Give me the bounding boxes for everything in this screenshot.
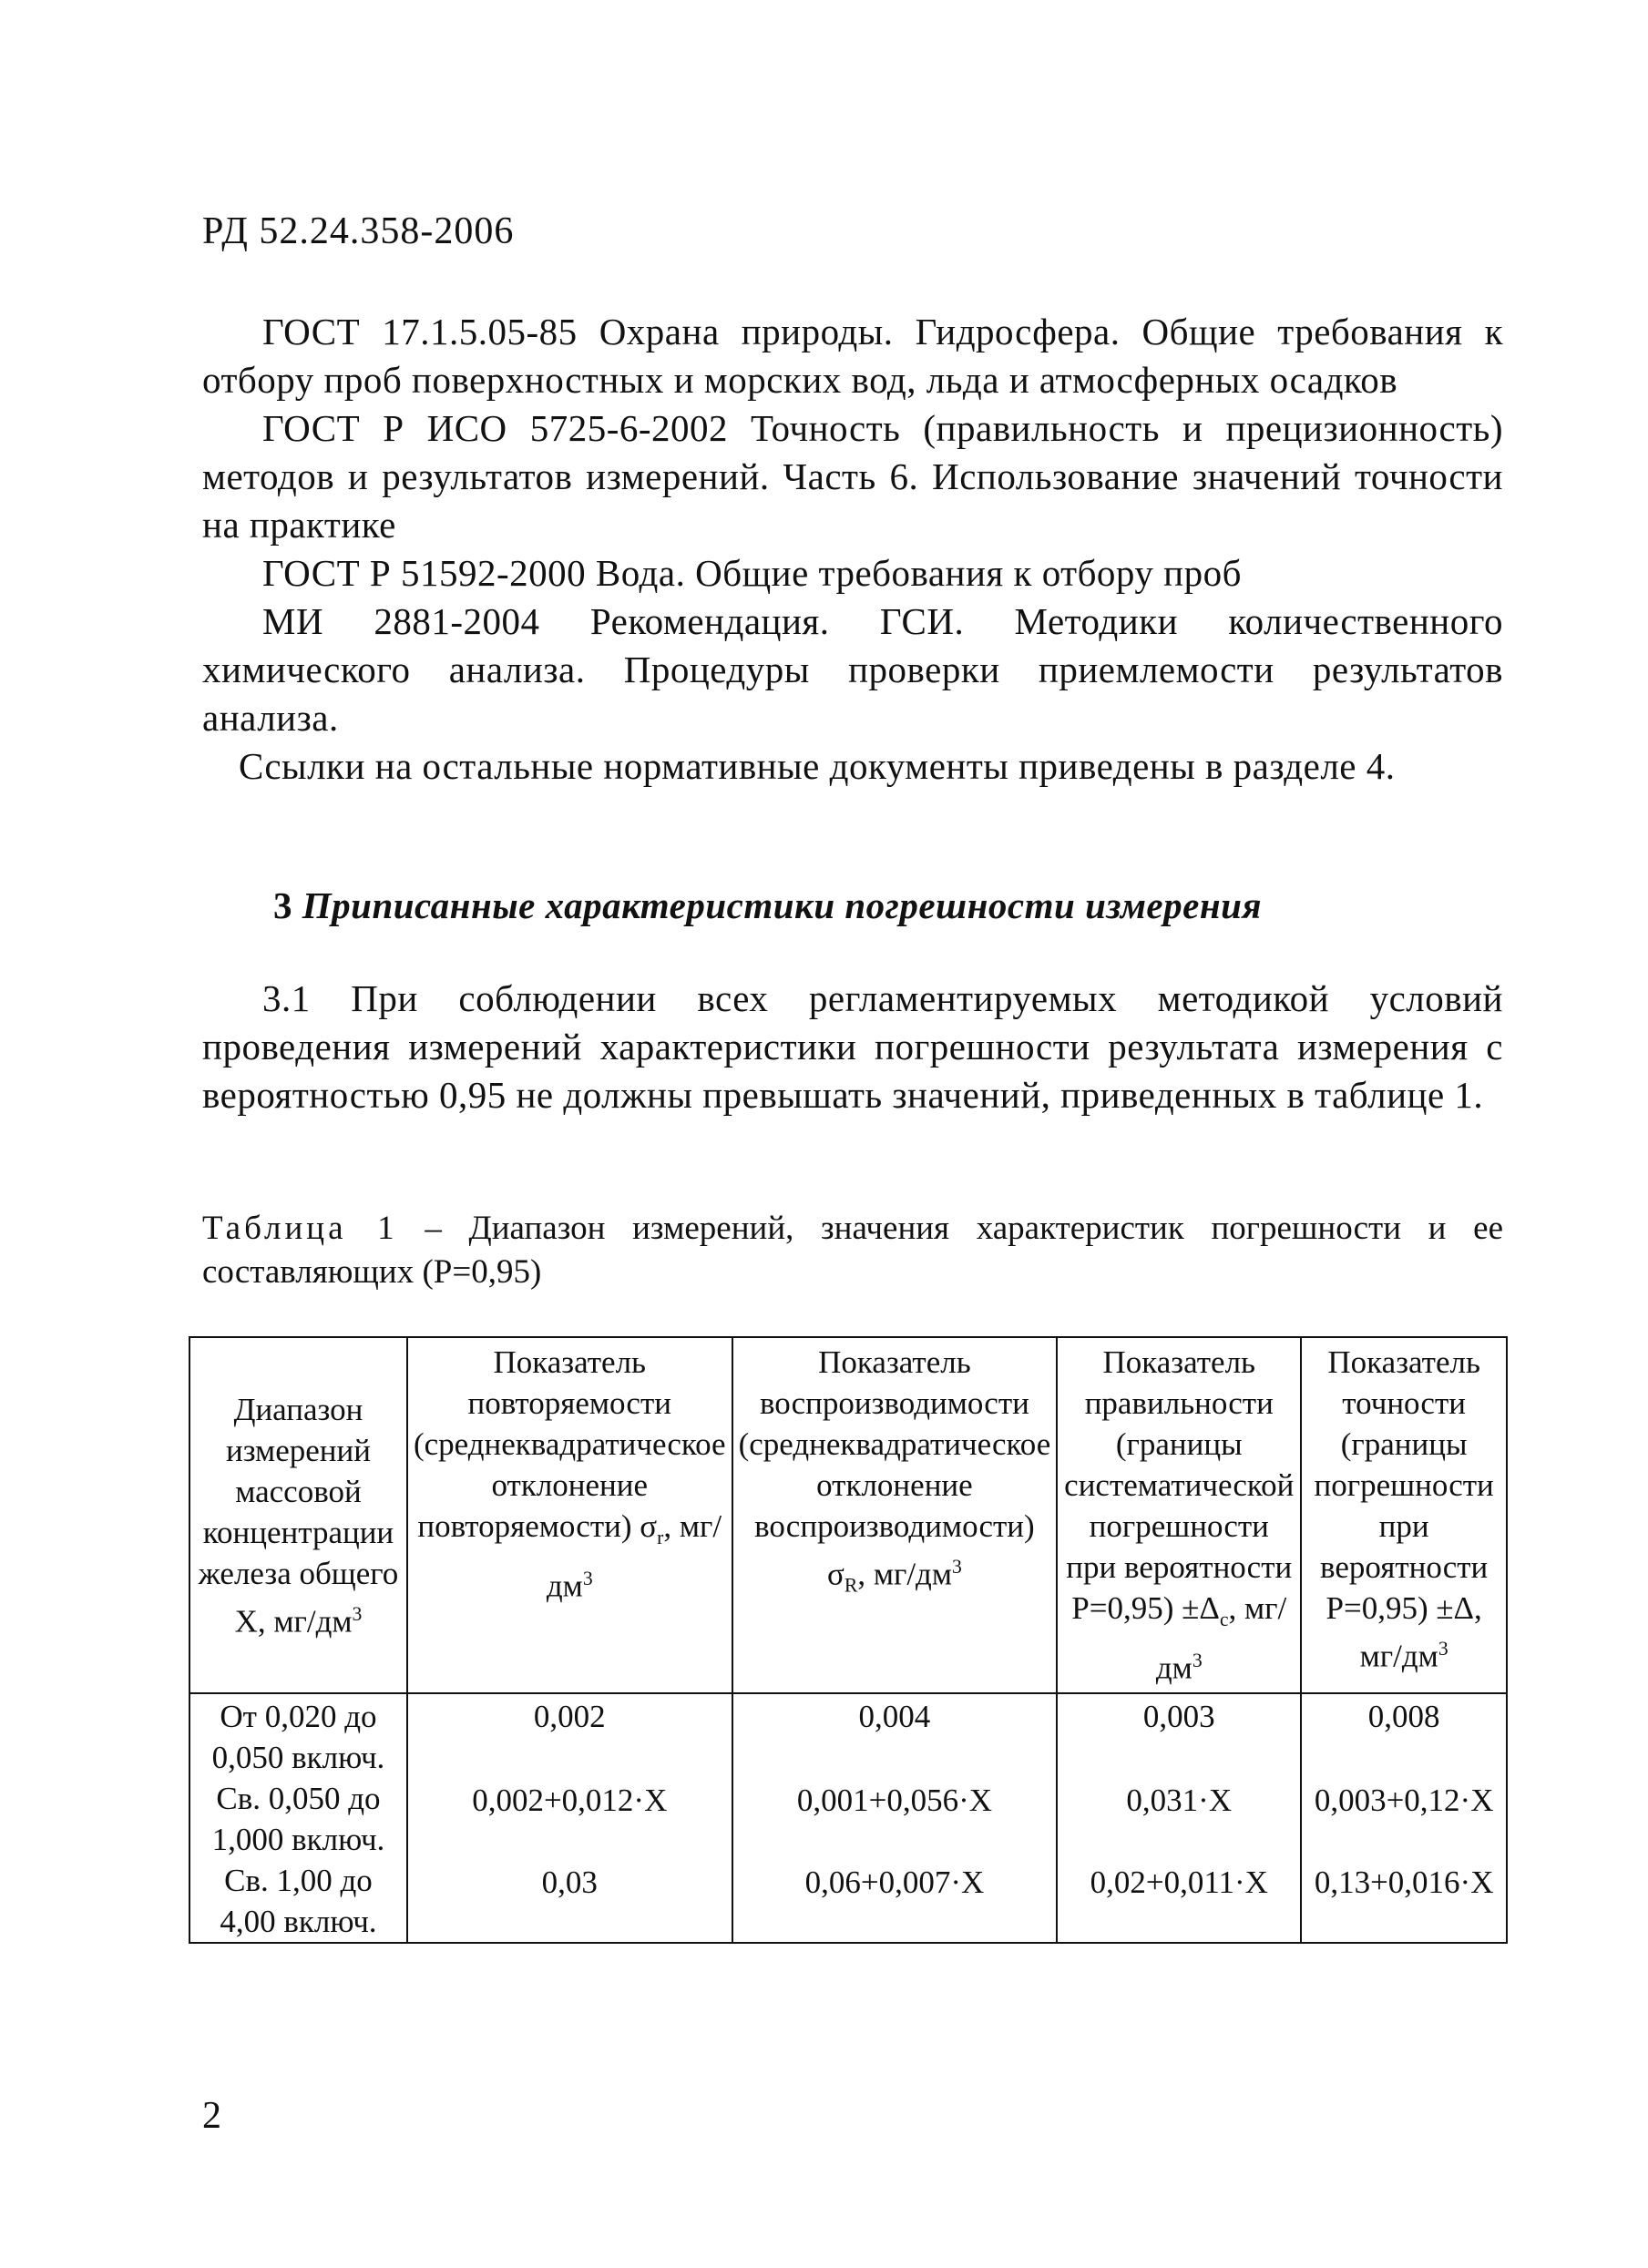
normative-references	[202, 308, 1503, 791]
reference-item: ГОСТ Р 51592-2000 Вода. Общие требования к отбору проб	[262, 552, 1242, 594]
value-cell: 0,003+0,12·Х	[1301, 1778, 1507, 1860]
value-cell: 0,02+0,011·Х	[1057, 1860, 1301, 1943]
header-cell-accuracy: Показатель точности (границы погрешности при вероятности Р=0,95) ±Δ, $мг/дм^3$	[1301, 1337, 1507, 1693]
table-row	[189, 1693, 1507, 1778]
paragraph-3-1	[202, 975, 1503, 1119]
table-caption	[202, 1207, 1503, 1294]
value-cell: 0,002+0,012·Х	[407, 1778, 732, 1860]
table-row	[189, 1860, 1507, 1943]
value-cell: 0,008	[1301, 1693, 1507, 1778]
range-cell: От 0,020 до 0,050 включ.	[189, 1693, 407, 1778]
range-cell: Св. 1,00 до 4,00 включ.	[189, 1860, 407, 1943]
value-cell: 0,06+0,007·Х	[732, 1860, 1058, 1943]
value-cell: 0,03	[407, 1860, 732, 1943]
error-characteristics-table	[189, 1336, 1508, 1944]
section-number: 3	[273, 884, 292, 926]
paragraph-text: 3.1 При соблюдении всех регламентируемых методикой условий проведения измерений характеристики погрешности результата измерения с вероятностью 0,95 не должны превышать значений, приведенных в таблице 1.	[202, 977, 1503, 1116]
value-cell: 0,004	[732, 1693, 1058, 1778]
reference-item: МИ 2881-2004 Рекомендация. ГСИ. Методики количественного химического анализа. Процедуры проверки приемлемости результатов анализа.	[202, 600, 1503, 739]
table-caption-label: Таблица 1	[202, 1210, 398, 1247]
reference-item: ГОСТ Р ИСО 5725-6-2002 Точность (правильность и прецизионность) методов и результатов измерений. Часть 6. Использование значений точности на практике	[202, 407, 1503, 546]
section-title: Приписанные характеристики погрешности измерения	[302, 884, 1263, 926]
value-cell: 0,13+0,016·Х	[1301, 1860, 1507, 1943]
document-code: РД 52.24.358-2006	[202, 210, 515, 252]
reference-note: Ссылки на остальные нормативные документы приведены в разделе 4.	[239, 745, 1396, 787]
value-cell: 0,001+0,056·Х	[732, 1778, 1058, 1860]
table-header-row	[189, 1337, 1507, 1693]
header-cell-repeatability: Показатель повторяемости (среднеквадратическое отклонение повторяемости) $\sigma_r$, $мг/дм^3$	[407, 1337, 732, 1693]
value-cell: 0,003	[1057, 1693, 1301, 1778]
range-cell: Св. 0,050 до 1,000 включ.	[189, 1778, 407, 1860]
value-cell: 0,002	[407, 1693, 732, 1778]
reference-item: ГОСТ 17.1.5.05-85 Охрана природы. Гидросфера. Общие требования к отбору проб поверхностных и морских вод, льда и атмосферных осадков	[202, 311, 1503, 401]
table-row	[189, 1778, 1507, 1860]
header-cell-trueness: Показатель правильности (границы систематической погрешности при вероятности $Р=0,95) \pm\Delta_с$, $мг/дм^3$	[1057, 1337, 1301, 1693]
table-caption-text: – Диапазон измерений, значения характеристик погрешности и ее составляющих (Р=0,95)	[202, 1210, 1503, 1291]
page-number: 2	[202, 2095, 221, 2137]
header-cell-range: Диапазон измерений массовой концентрации железа общего Х, $мг/дм^3$	[189, 1337, 407, 1693]
header-cell-reproducibility: Показатель воспроизводимости (среднеквадратическое отклонение воспроизводимости) $\sigma_R$, $мг/дм^3$	[732, 1337, 1058, 1693]
section-heading	[273, 882, 1262, 929]
value-cell: 0,031·Х	[1057, 1778, 1301, 1860]
